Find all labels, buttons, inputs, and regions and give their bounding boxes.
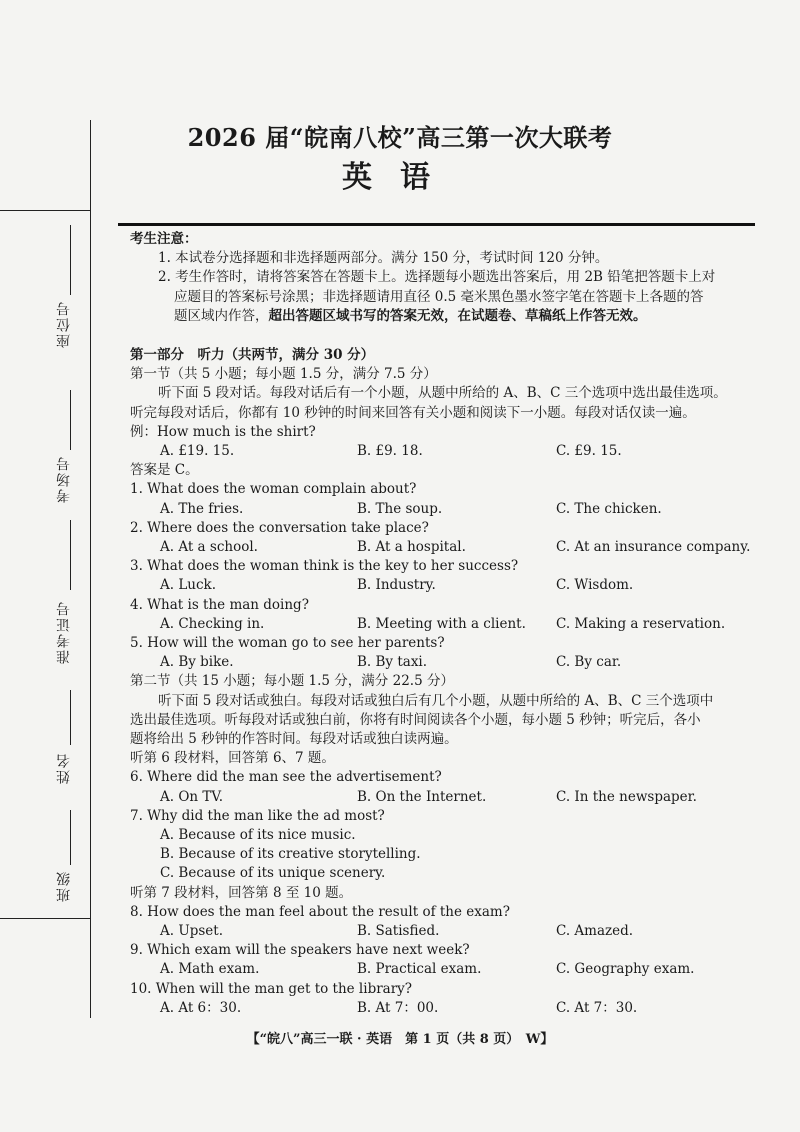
option-c: C. Geography exam. xyxy=(556,961,695,978)
exam-room-label: 考场号 xyxy=(56,455,72,503)
instruction: 听下面 5 段对话。每段对话后有一个小题，从题中所给的 A、B、C 三个选项中选出最佳选项。 xyxy=(158,385,727,402)
option-a: A. Luck. xyxy=(160,577,217,594)
exam-content xyxy=(130,230,760,1018)
option-a: A. Upset. xyxy=(160,923,223,939)
option-a: A. The fries. xyxy=(160,500,244,517)
option-b: B. On the Internet. xyxy=(357,788,487,805)
option-b: B. At 7：00. xyxy=(357,999,439,1016)
option-b: B. The soup. xyxy=(357,500,443,517)
question-options xyxy=(130,576,760,595)
option-c: C. The chicken. xyxy=(556,500,662,517)
option-c: C. At 7：30. xyxy=(556,999,638,1016)
seat-number-label: 座位号 xyxy=(56,300,72,348)
option-c: C. Because of its unique scenery. xyxy=(160,865,386,882)
exam-title: 2026 届“皖南八校”高三第一次大联考 xyxy=(187,123,613,152)
option-b: B. Industry. xyxy=(357,577,436,594)
margin-line xyxy=(90,210,91,920)
option-b: B. Practical exam. xyxy=(357,961,482,978)
question-options xyxy=(130,500,760,519)
question-options xyxy=(130,538,760,557)
question: 8. How does the man feel about the result of the exam? xyxy=(130,903,510,920)
notice-heading: 考生注意： xyxy=(130,231,198,247)
notice-warning: 超出答题区域书写的答案无效，在试题卷、草稿纸上作答无效。 xyxy=(268,307,647,324)
question: 6. Where did the man see the advertisement? xyxy=(130,769,442,786)
subject-title: 英语 xyxy=(342,160,458,195)
example-options xyxy=(130,442,760,461)
option-c: C. At an insurance company. xyxy=(556,539,751,556)
option-c: C. By car. xyxy=(556,654,622,671)
notice-item-2-cont: 应题目的答案标号涂黑；非选择题请用直径 0.5 毫米黑色墨水签字笔在答题卡上各题的答 xyxy=(174,288,704,305)
material-heading: 听第 7 段材料，回答第 8 至 10 题。 xyxy=(130,884,353,901)
part-heading: 第一部分 听力（共两节，满分 30 分） xyxy=(130,347,375,364)
instruction: 听下面 5 段对话或独白。每段对话或独白后有几个小题，从题中所给的 A、B、C 三个选项中 xyxy=(158,692,714,709)
instruction: 选出最佳选项。听每段对话或独白前，你将有时间阅读各个小题，每小题 5 秒钟；听完后，各小 xyxy=(130,711,701,728)
question: 10. When will the man get to the library? xyxy=(130,980,413,997)
question: 3. What does the woman think is the key to her success? xyxy=(130,558,519,575)
section-heading: 第二节（共 15 小题；每小题 1.5 分，满分 22.5 分） xyxy=(130,673,454,690)
example-answer: 答案是 C。 xyxy=(130,462,199,479)
option-a: A. £19. 15. xyxy=(160,443,235,460)
question: 5. How will the woman go to see her parents? xyxy=(130,634,445,651)
question: 9. Which exam will the speakers have next week? xyxy=(130,942,470,959)
question-options xyxy=(130,960,760,979)
option-c: C. In the newspaper. xyxy=(556,788,697,805)
option-b: B. Meeting with a client. xyxy=(357,615,526,632)
option-a: A. Math exam. xyxy=(160,961,260,978)
admission-ticket-field xyxy=(40,520,80,690)
option-c: C. Amazed. xyxy=(556,923,634,939)
option-a: A. Checking in. xyxy=(160,615,265,632)
option-a: A. At a school. xyxy=(160,539,258,556)
admission-ticket-label: 准考证号 xyxy=(56,600,72,664)
option-a: A. By bike. xyxy=(160,654,234,671)
option-a: A. At 6：30. xyxy=(160,999,242,1016)
seat-number-field xyxy=(40,225,80,395)
instruction: 听完每段对话后，你都有 10 秒钟的时间来回答有关小题和阅读下一小题。每段对话仅读一遍。 xyxy=(130,404,696,421)
question: 4. What is the man doing? xyxy=(130,596,309,613)
class-label: 班级 xyxy=(56,870,72,902)
margin-line xyxy=(0,210,90,211)
option-a: A. Because of its nice music. xyxy=(160,826,356,843)
class-field xyxy=(40,810,80,920)
page-footer: 【“皖八”高三一联 · 英语 第 1 页（共 8 页） W】 xyxy=(246,1032,554,1047)
question-options xyxy=(130,922,760,941)
section-heading: 第一节（共 5 小题；每小题 1.5 分，满分 7.5 分） xyxy=(130,366,437,383)
option-b: B. Because of its creative storytelling. xyxy=(160,846,421,863)
option-a: A. On TV. xyxy=(160,788,224,805)
material-heading: 听第 6 段材料，回答第 6、7 题。 xyxy=(130,750,335,767)
notice-item-2: 2. 考生作答时，请将答案答在答题卡上。选择题每小题选出答案后，用 2B 铅笔把答题卡上对 xyxy=(158,269,716,286)
option-b: B. By taxi. xyxy=(357,654,428,671)
notice-item-1: 1. 本试卷分选择题和非选择题两部分。满分 150 分，考试时间 120 分钟。 xyxy=(158,250,609,267)
exam-room-field xyxy=(40,390,80,503)
margin-line xyxy=(90,918,91,1018)
notice-item-2-cont: 题区域内作答，超出答题区域书写的答案无效，在试题卷、草稿纸上作答无效。 xyxy=(174,307,647,324)
question: 1. What does the woman complain about? xyxy=(130,481,417,498)
option-c: C. Wisdom. xyxy=(556,577,634,594)
question: 7. Why did the man like the ad most? xyxy=(130,807,385,824)
option-b: B. At a hospital. xyxy=(357,539,466,556)
option-c: C. £9. 15. xyxy=(556,443,622,460)
example-question: 例：How much is the shirt? xyxy=(130,423,316,440)
option-b: B. £9. 18. xyxy=(357,443,423,460)
question-options xyxy=(130,788,760,807)
question-options xyxy=(130,615,760,634)
question: 2. Where does the conversation take place? xyxy=(130,519,429,536)
question-options xyxy=(130,999,760,1018)
question-options xyxy=(130,653,760,672)
instruction: 题将给出 5 秒钟的作答时间。每段对话或独白读两遍。 xyxy=(130,730,458,747)
option-b: B. Satisfied. xyxy=(357,923,440,939)
option-c: C. Making a reservation. xyxy=(556,615,726,632)
name-label: 姓名 xyxy=(56,752,72,784)
name-field xyxy=(40,690,80,800)
header-rule xyxy=(118,223,755,226)
